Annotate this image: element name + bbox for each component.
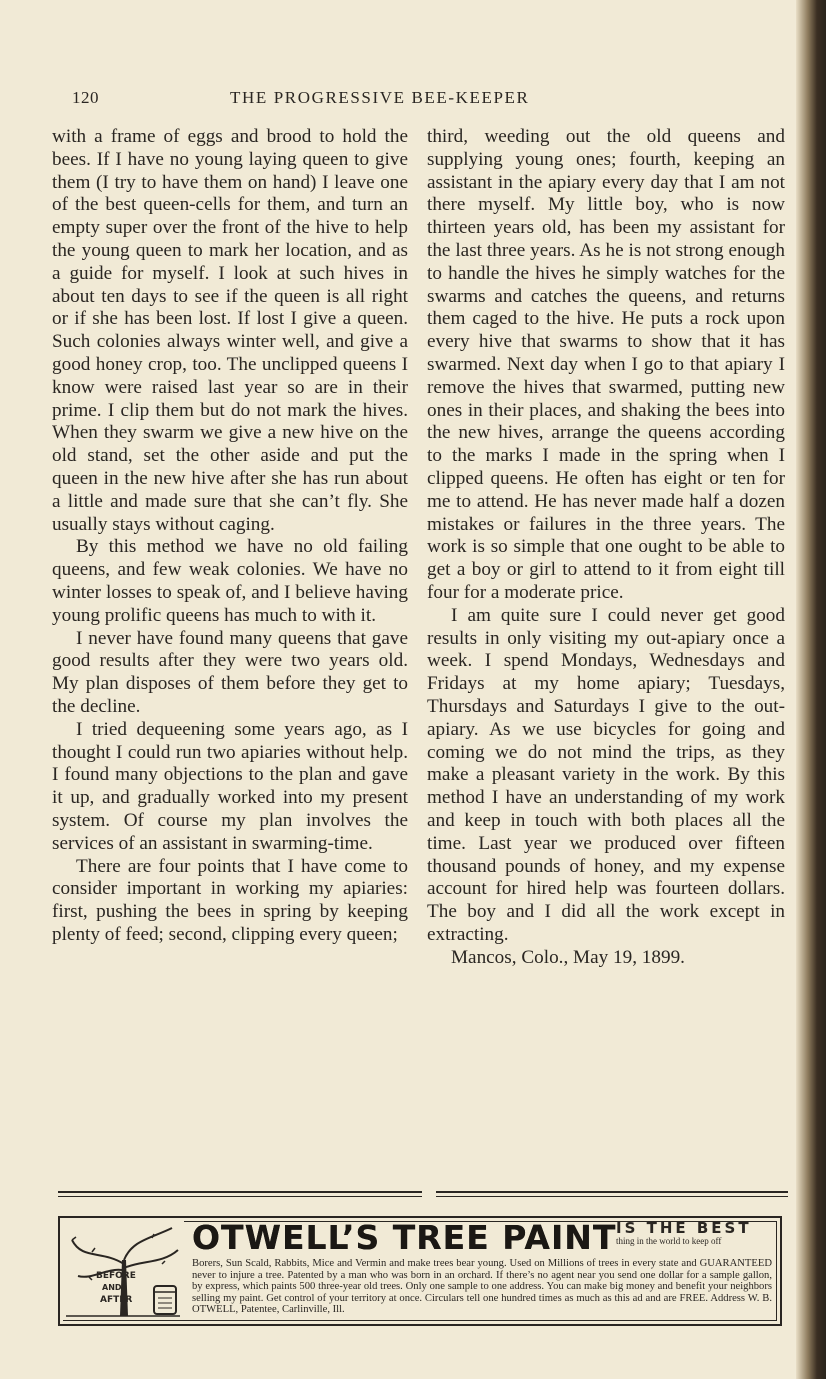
page-number: 120 <box>72 88 99 107</box>
ad-headline: OTWELL’S TREE PAINT <box>192 1218 617 1257</box>
svg-text:BEFORE: BEFORE <box>96 1271 136 1281</box>
paragraph: I tried dequeening some years ago, as I thought I could run two apiaries without help. I found many objections to the plan and gave it up, and gradually worked into my present system. Of course my plan involves the services of an assistant in swarming-time. <box>52 718 408 854</box>
ad-body-text: Borers, Sun Scald, Rabbits, Mice and Vermin and make trees bear young. Used on Millions of trees in every state and GUARANTEED never to injure a tree. Patented by a man who was born in an orchard. If there’s no agent near you send one dollar for a sample gallon, by express, which paints 500 three-year old trees. Only one sample to one address. You can make big money and benefit your neighbors selling my paint. Get control of your territory at once. Circulars tell one hundred times as much as this ad and are FREE. Address W. B. OTWELL, Patentee, Carlinville, Ill. <box>192 1258 772 1316</box>
ad-tagline: thing in the world to keep off <box>616 1236 722 1246</box>
paragraph: I am quite sure I could never get good results in only visiting my out-apiary once a week. I spend Mondays, Wednesdays and Fridays at my home apiary; Tuesdays, Thursdays and Saturdays I give to the out-apiary. As we use bicycles for going and coming we do not mind the trips, as they make a pleasant variety in the work. By this method I have an understanding of my work and keep in touch with both places all the time. Last year we produced over fifteen thousand pounds of honey, and my expense account for hired help was fourteen dollars. The boy and I did all the work except in extracting. <box>427 604 785 945</box>
paragraph: third, weeding out the old queens and supplying young ones; fourth, keeping an assistant in the apiary every day that I am not there myself. My little boy, who is now thirteen years old, has been my assistant for the last three years. As he is not strong enough to handle the hives he simply watches for the swarms and catches the queens, and returns them caged to the hive. He puts a rock upon every hive that swarms to show that it has swarmed. Next day when I go to that apiary I remove the hives that swarmed, putting new ones in their places, and shaking the bees into the new hives, arrange the queens according to the marks I made in the spring when I clipped queens. He often has eight or ten for me to attend. He has never made half a dozen mistakes or failures in the three years. The work is so simple that one ought to be able to get a boy or girl to attend to it from eight till four for a moderate price. <box>427 126 785 603</box>
running-title: THE PROGRESSIVE BEE-KEEPER <box>230 88 530 107</box>
page-edge-shadow <box>796 0 826 1379</box>
page-header <box>72 88 802 114</box>
paragraph: with a frame of eggs and brood to hold the bees. If I have no young laying queen to give them (I try to have them on hand) I leave one of the best queen-cells for them, and turn an empty super over the front of the hive to help the young queen to mark her location, and as a guide for myself. I look at such hives in about ten days to see if the queen is all right or if she has been lost. If lost I give a queen. Such colonies always winter well, and give a good honey crop, too. The unclipped queens I know were raised last year so are in their prime. I clip them but do not mark the hives. When they swarm we give a new hive on the old stand, set the other aside and put the queen in the new hive after she has run about a little and made sure that she can’t fly. She usually stays without caging. <box>52 126 408 535</box>
right-column <box>427 126 785 969</box>
ad-is-best: IS THE BEST <box>616 1219 752 1237</box>
left-column <box>52 126 408 947</box>
section-divider <box>58 1191 788 1199</box>
svg-text:AFTER: AFTER <box>100 1295 133 1305</box>
svg-text:AND: AND <box>102 1283 122 1292</box>
paragraph: By this method we have no old failing queens, and few weak colonies. We have no winter losses to speak of, and I believe having young prolific queens has much to with it. <box>52 536 408 626</box>
paragraph: I never have found many queens that gave good results after they were two years old. My plan disposes of them before they get to the decline. <box>52 627 408 717</box>
tree-illustration-icon <box>62 1220 184 1320</box>
article-signature: Mancos, Colo., May 19, 1899. <box>451 946 685 968</box>
advertisement-box <box>58 1216 782 1326</box>
paragraph: There are four points that I have come to consider important in working my apiaries: first, pushing the bees in spring by keeping plenty of feed; second, clipping every queen; <box>52 855 408 945</box>
